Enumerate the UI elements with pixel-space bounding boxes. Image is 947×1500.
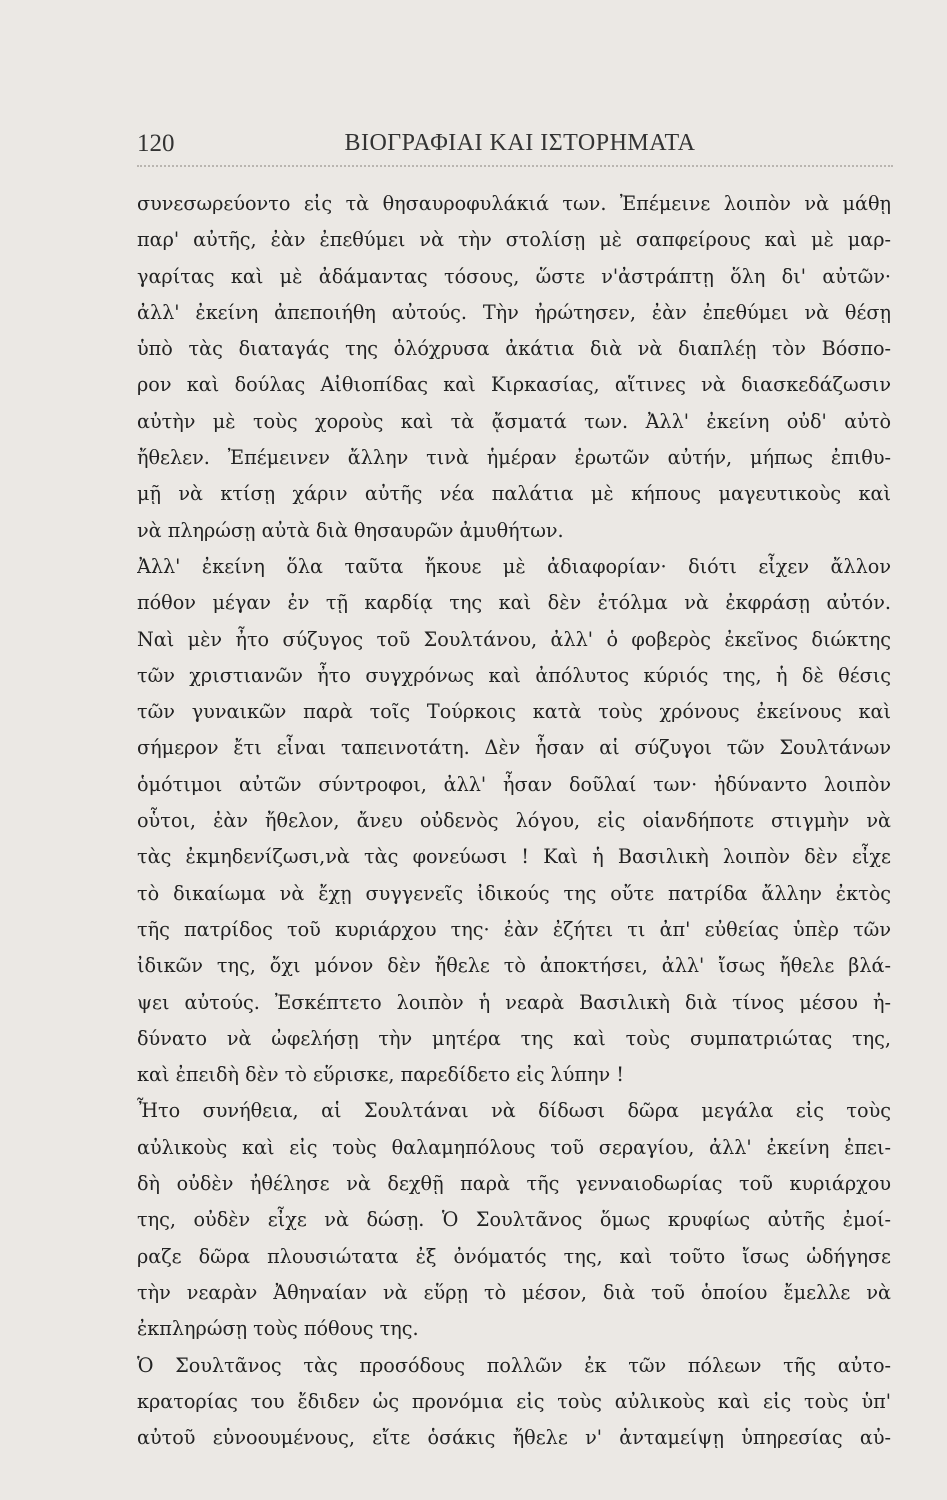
text-line-20: τὸ δικαίωμα νὰ ἔχῃ συγγενεῖς ἰδικούς της οὔτε πατρίδα ἄλλην ἐκτὸς: [137, 881, 891, 905]
text-line-19: τὰς ἐκμηδενίζωσι,νὰ τὰς φονεύωσι ! Καὶ ἡ Βασιλικὴ λοιπὸν δὲν εἶχε: [137, 845, 891, 869]
running-head: ΒΙΟΓΡΑΦΙΑΙ ΚΑΙ ΙΣΤΟΡΗΜΑΤΑ: [344, 130, 696, 156]
text-line-5: ὑπὸ τὰς διαταγάς της ὁλόχρυσα ἀκάτια διὰ νὰ διαπλέῃ τὸν Βόσπο-: [137, 337, 891, 361]
text-line-26: Ἦτο συνήθεια, αἱ Σουλτάναι νὰ δίδωσι δῶρα μεγάλα εἰς τοὺς: [137, 1099, 891, 1123]
text-line-33: Ὁ Σουλτᾶνος τὰς προσόδους πολλῶν ἐκ τῶν πόλεων τῆς αὐτο-: [137, 1353, 891, 1377]
text-line-6: ρον καὶ δούλας Αἰθιοπίδας καὶ Κιρκασίας, αἵτινες νὰ διασκεδάζωσιν: [137, 373, 891, 397]
text-line-29: της, οὐδὲν εἶχε νὰ δώσῃ. Ὁ Σουλτᾶνος ὅμως κρυφίως αὐτῆς ἐμοί-: [137, 1208, 891, 1232]
text-line-28: δὴ οὐδὲν ἠθέλησε νὰ δεχθῇ παρὰ τῆς γενναιοδωρίας τοῦ κυριάρχου: [137, 1172, 891, 1196]
text-line-16: σήμερον ἔτι εἶναι ταπεινοτάτη. Δὲν ἦσαν αἱ σύζυγοι τῶν Σουλτάνων: [137, 736, 891, 760]
text-line-7: αὐτὴν μὲ τοὺς χοροὺς καὶ τὰ ᾄσματά των. Ἀλλ' ἐκείνη οὐδ' αὐτὸ: [137, 409, 891, 433]
page-number: 120: [137, 130, 175, 157]
text-line-9: μῇ νὰ κτίσῃ χάριν αὐτῆς νέα παλάτια μὲ κήπους μαγευτικοὺς καὶ: [137, 482, 891, 506]
text-line-31: τὴν νεαρὰν Ἀθηναίαν νὰ εὕρῃ τὸ μέσον, διὰ τοῦ ὁποίου ἔμελλε νὰ: [137, 1280, 891, 1304]
text-line-25: καὶ ἐπειδὴ δὲν τὸ εὕρισκε, παρεδίδετο εἰς λύπην !: [137, 1063, 624, 1087]
text-line-18: οὗτοι, ἐὰν ἤθελον, ἄνευ οὐδενὸς λόγου, εἰς οἱανδήποτε στιγμὴν νὰ: [137, 809, 891, 833]
text-line-13: Ναὶ μὲν ἦτο σύζυγος τοῦ Σουλτάνου, ἀλλ' ὁ φοβερὸς ἐκεῖνος διώκτης: [137, 627, 891, 651]
text-line-3: γαρίτας καὶ μὲ ἀδάμαντας τόσους, ὥστε ν'ἀστράπτῃ ὅλη δι' αὐτῶν·: [137, 264, 891, 288]
header-rule: [137, 165, 893, 167]
text-line-24: δύνατο νὰ ὠφελήσῃ τὴν μητέρα της καὶ τοὺς συμπατριώτας της,: [137, 1026, 891, 1050]
text-line-12: πόθον μέγαν ἐν τῇ καρδίᾳ της καὶ δὲν ἐτόλμα νὰ ἐκφράσῃ αὐτόν.: [137, 591, 891, 615]
text-line-14: τῶν χριστιανῶν ἦτο συγχρόνως καὶ ἀπόλυτος κύριός της, ἡ δὲ θέσις: [137, 663, 891, 687]
text-line-11: Ἀλλ' ἐκείνη ὅλα ταῦτα ἤκουε μὲ ἀδιαφορίαν· διότι εἶχεν ἄλλον: [137, 554, 891, 578]
text-line-30: ραζε δῶρα πλουσιώτατα ἐξ ὀνόματός της, καὶ τοῦτο ἴσως ὡδήγησε: [137, 1244, 891, 1268]
text-line-15: τῶν γυναικῶν παρὰ τοῖς Τούρκοις κατὰ τοὺς χρόνους ἐκείνους καὶ: [137, 700, 891, 724]
text-line-1: συνεσωρεύοντο εἰς τὰ θησαυροφυλάκιά των. Ἐπέμεινε λοιπὸν νὰ μάθῃ: [137, 192, 891, 215]
body-text: [137, 186, 891, 1456]
text-line-22: ἰδικῶν της, ὄχι μόνον δὲν ἤθελε τὸ ἀποκτήσει, ἀλλ' ἴσως ἤθελε βλά-: [137, 954, 891, 978]
text-line-27: αὐλικοὺς καὶ εἰς τοὺς θαλαμηπόλους τοῦ σεραγίου, ἀλλ' ἐκείνη ἐπει-: [137, 1135, 891, 1159]
text-line-8: ἤθελεν. Ἐπέμεινεν ἄλλην τινὰ ἡμέραν ἐρωτῶν αὐτήν, μήπως ἐπιθυ-: [137, 446, 891, 470]
text-line-21: τῆς πατρίδος τοῦ κυριάρχου της· ἐὰν ἐζήτει τι ἀπ' εὐθείας ὑπὲρ τῶν: [137, 917, 891, 941]
text-line-35: αὐτοῦ εὐνοουμένους, εἴτε ὁσάκις ἤθελε ν' ἀνταμείψῃ ὑπηρεσίας αὐ-: [137, 1426, 891, 1450]
text-line-2: παρ' αὐτῆς, ἐὰν ἐπεθύμει νὰ τὴν στολίσῃ μὲ σαπφείρους καὶ μὲ μαρ-: [137, 228, 891, 252]
text-line-10: νὰ πληρώσῃ αὐτὰ διὰ θησαυρῶν ἀμυθήτων.: [137, 518, 564, 542]
text-line-4: ἀλλ' ἐκείνη ἀπεποιήθη αὐτούς. Τὴν ἠρώτησεν, ἐὰν ἐπεθύμει νὰ θέσῃ: [137, 300, 891, 324]
text-line-32: ἐκπληρώσῃ τοὺς πόθους της.: [137, 1317, 419, 1341]
text-line-17: ὁμότιμοι αὐτῶν σύντροφοι, ἀλλ' ἦσαν δοῦλαί των· ἠδύναντο λοιπὸν: [137, 772, 891, 796]
page-header: [0, 118, 947, 168]
text-line-34: κρατορίας του ἔδιδεν ὡς προνόμια εἰς τοὺς αὐλικοὺς καὶ εἰς τοὺς ὑπ': [137, 1389, 891, 1413]
text-line-23: ψει αὐτούς. Ἐσκέπτετο λοιπὸν ἡ νεαρὰ Βασιλικὴ διὰ τίνος μέσου ἠ-: [137, 990, 891, 1014]
